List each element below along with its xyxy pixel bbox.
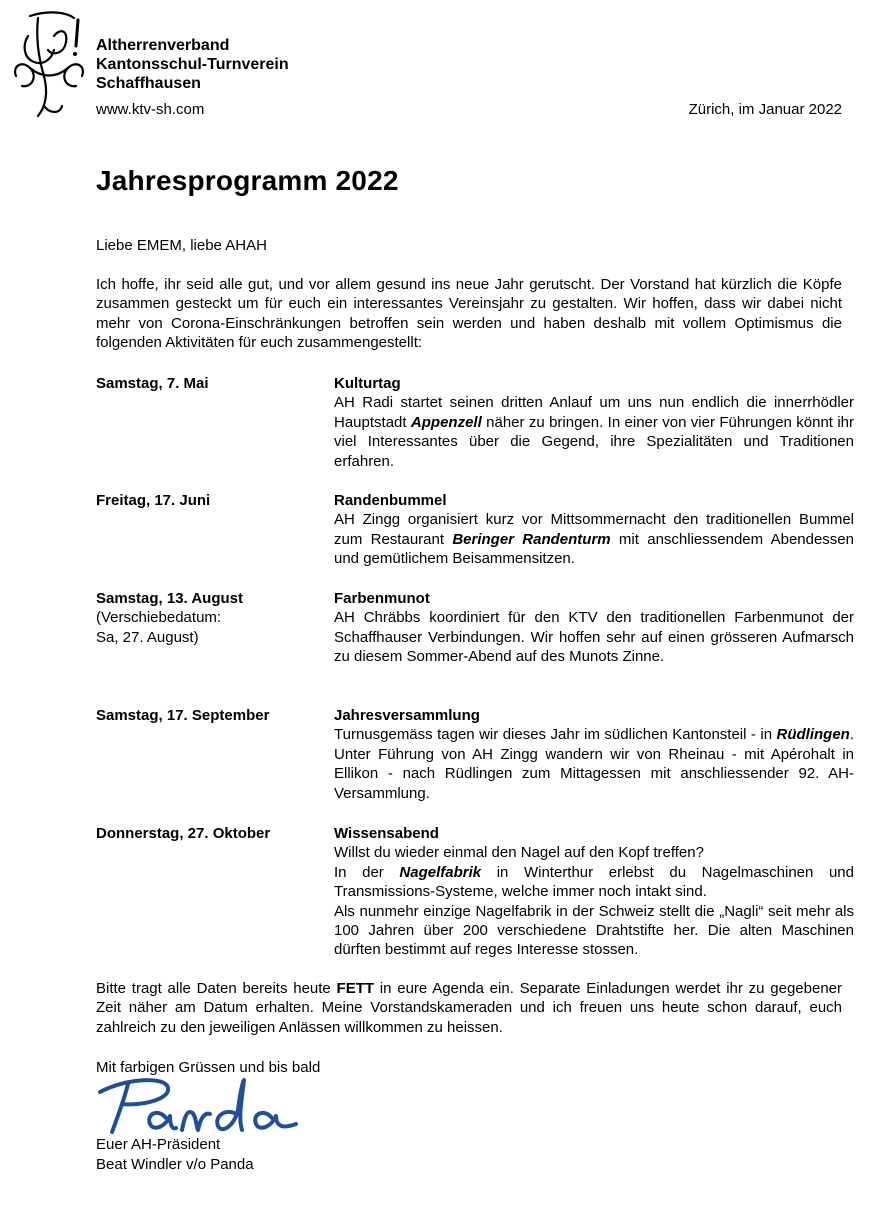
event-date-main: Samstag, 7. Mai [96,375,209,392]
place-date: Zürich, im Januar 2022 [688,101,842,118]
event-title: Farbenmunot [334,590,430,607]
event-place-highlight: Rüdlingen [776,726,850,744]
event-date-main: Samstag, 13. August [96,590,243,607]
event-title: Randenbummel [334,492,447,509]
event-date [96,706,326,725]
event-content [334,491,854,569]
website-url: www.ktv-sh.com [96,101,205,118]
event-content [334,824,854,960]
event-date [96,824,326,843]
event-content [334,589,854,667]
event-date-main: Freitag, 17. Juni [96,492,211,509]
event-content [334,374,854,471]
event-date-note: (Verschiebedatum: [96,609,222,627]
closing-line: Mit farbigen Grüssen und bis bald [96,1059,321,1076]
event-date [96,491,326,510]
org-line-3: Schaffhausen [96,75,201,92]
event-date-main: Samstag, 17. September [96,707,270,724]
event-date-note: Sa, 27. August) [96,628,199,646]
event-place-highlight: Beringer Randenturm [452,530,611,548]
org-line-2: Kantonsschul-Turnverein [96,56,289,73]
signer-name: Beat Windler v/o Panda [96,1156,254,1173]
greeting: Liebe EMEM, liebe AHAH [96,237,267,254]
event-date [96,589,326,647]
ktv-monogram-logo [8,6,90,124]
handwritten-signature [96,1074,301,1136]
outro-paragraph: Bitte tragt alle Daten bereits heute FETT in eure Agenda ein. Separate Einladungen werdet ihr zu gegebener Zeit näher am Datum erhalten. Meine Vorstandskameraden und ich freuen uns heute schon darauf, euch zahlreich zu den jeweiligen Anlässen willkommen zu heissen. [96,980,842,1036]
event-title: Wissensabend [334,825,439,842]
event-description: Turnusgemäss tagen wir dieses Jahr im südlichen Kantonsteil - in Rüdlingen. Unter Führung von AH Zingg wandern wir von Rheinau - mit Apérohalt in Ellikon - nach Rüdlingen zum Mittagessen mit anschliessender 92. AH-Versammlung. [334,726,854,802]
organization-name [96,36,289,93]
signer-role: Euer AH-Präsident [96,1136,221,1153]
event-description: In der Nagelfabrik in Winterthur erlebst du Nagelmaschinen und Transmissions-Systeme, welche immer noch intakt sind. [334,863,854,901]
event-description-line: Als nunmehr einzige Nagelfabrik in der Schweiz stellt die „Nagli“ seit mehr als 100 Jahren über 200 verschiedene Drahtstifte her. Die alten Maschinen dürften bestimmt auf reges Interesse stossen. [334,902,854,959]
event-place-highlight: Appenzell [410,413,482,431]
event-title: Kulturtag [334,375,401,392]
event-date-main: Donnerstag, 27. Oktober [96,825,271,842]
event-place-highlight: Nagelfabrik [399,863,482,881]
event-description: AH Zingg organisiert kurz vor Mittsommernacht den traditionellen Bummel zum Restaurant Beringer Randenturm mit anschliessendem Abendessen und gemütlichem Beisammensitzen. [334,511,854,568]
bold-emphasis: FETT [336,980,375,997]
org-line-1: Altherrenverband [96,37,230,54]
event-description: AH Radi startet seinen dritten Anlauf um uns nun endlich die innerrhödler Hauptstadt Appenzell näher zu bringen. In einer von vier Führungen könnt ihr viel Interessantes über die Gegend, ihre Spezialitäten und Traditionen erfahren. [334,394,854,470]
event-content [334,706,854,803]
event-date [96,374,326,393]
intro-paragraph: Ich hoffe, ihr seid alle gut, und vor allem gesund ins neue Jahr gerutscht. Der Vorstand hat kürzlich die Köpfe zusammen gesteckt um für euch ein interessantes Vereinsjahr zu gestalten. Wir hoffen, dass wir dabei nicht mehr von Corona-Einschränkungen betroffen sein werden und haben deshalb mit vollem Optimismus die folgenden Aktivitäten für euch zusammengestellt: [96,276,842,352]
event-description: AH Chräbbs koordiniert für den KTV den traditionellen Farbenmunot der Schaffhauser Verbindungen. Wir hoffen sehr auf einen grösseren Aufmarsch zu diesem Sommer-Abend auf des Munots Zinne. [334,609,854,666]
page-title: Jahresprogramm 2022 [96,165,399,196]
event-title: Jahresversammlung [334,707,480,724]
event-description-line: Willst du wieder einmal den Nagel auf den Kopf treffen? [334,844,704,862]
